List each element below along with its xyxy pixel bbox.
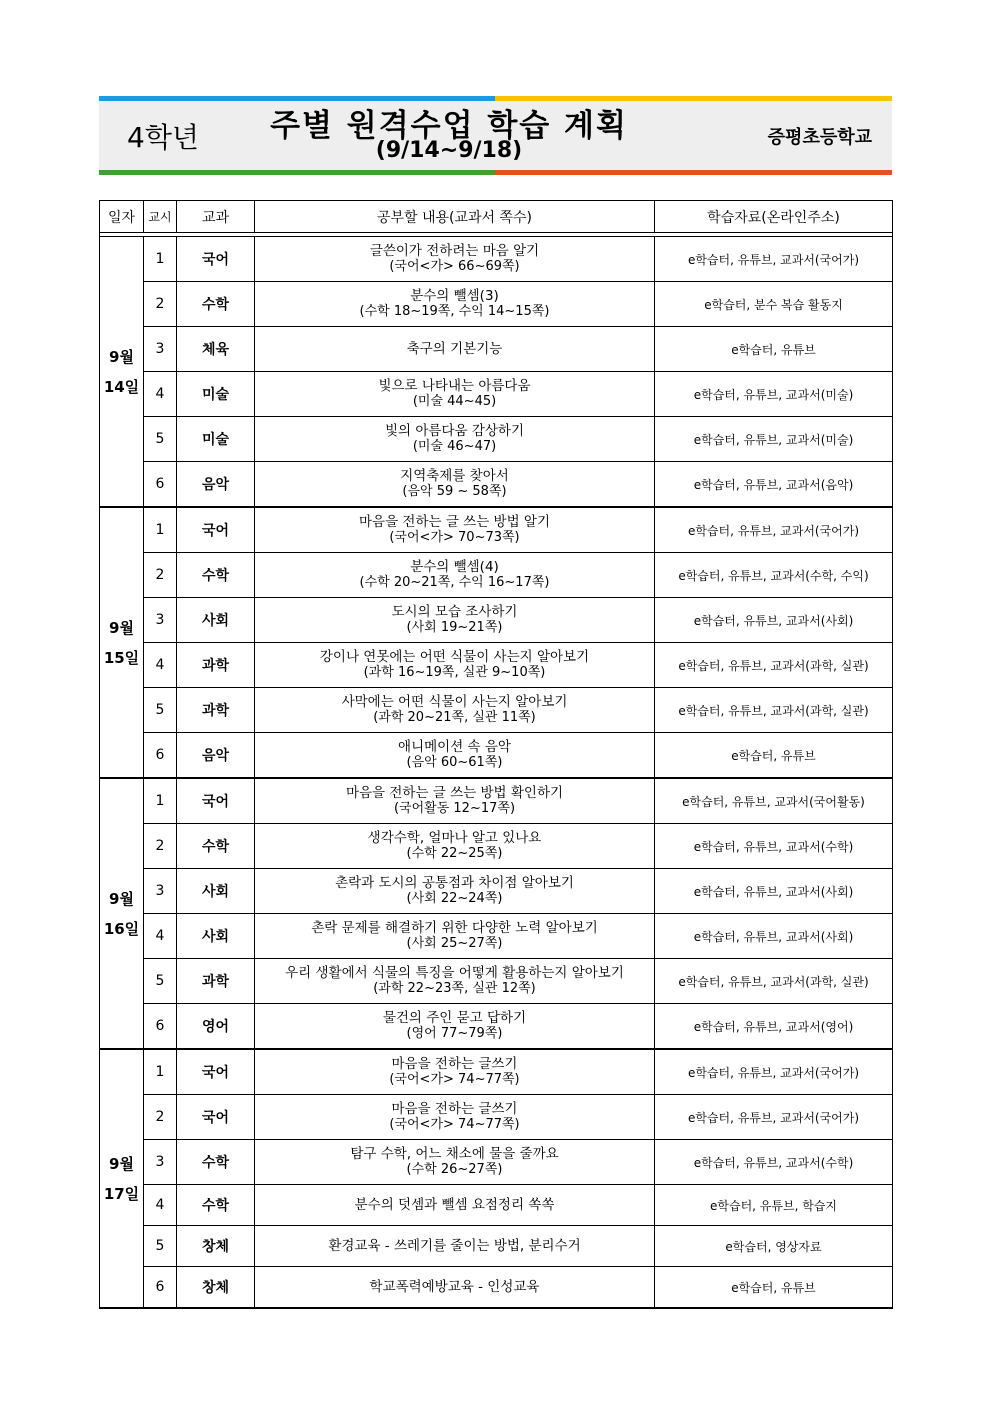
lesson-topic: 빛으로 나타내는 아름다움 [378,378,531,394]
subject-cell: 과학 [177,959,255,1004]
material-cell: e학습터, 유튜브, 교과서(미술) [655,372,893,417]
content-cell [255,462,655,508]
lesson-topic: 마음을 전하는 글쓰기 [391,1101,518,1117]
date-range: (9/14~9/18) [375,138,523,163]
material-cell: e학습터, 유튜브, 교과서(미술) [655,417,893,462]
subject-cell: 과학 [177,643,255,688]
table-row [100,372,893,417]
textbook-pages: (과학 22~23쪽, 실관 12쪽) [373,981,536,996]
textbook-pages: (미술 44~45) [412,394,497,409]
material-cell: e학습터, 유튜브, 교과서(국어가) [655,1049,893,1095]
textbook-pages: (사회 25~27쪽) [406,936,503,951]
date-month: 9월 [109,618,134,637]
textbook-pages: (과학 16~19쪽, 실관 9~10쪽) [363,665,546,680]
table-row [100,553,893,598]
period-cell: 1 [144,778,177,824]
period-cell: 5 [144,1226,177,1267]
subject-cell: 국어 [177,1049,255,1095]
subject-cell: 사회 [177,914,255,959]
table-row [100,507,893,553]
table-row [100,1095,893,1140]
lesson-topic: 지역축제를 찾아서 [400,468,509,484]
date-cell [100,778,144,1049]
material-cell: e학습터, 유튜브, 교과서(사회) [655,914,893,959]
period-cell: 3 [144,1140,177,1185]
textbook-pages: (과학 20~21쪽, 실관 11쪽) [373,710,536,725]
content-cell [255,327,655,372]
material-cell: e학습터, 유튜브, 교과서(사회) [655,869,893,914]
period-cell: 4 [144,1185,177,1226]
period-cell: 2 [144,1095,177,1140]
table-row [100,688,893,733]
content-cell [255,1185,655,1226]
textbook-pages: (국어<가> 74~77쪽) [389,1117,520,1132]
header-subject: 교과 [177,201,255,233]
lesson-topic: 글쓴이가 전하려는 마음 알기 [369,243,540,259]
table-row [100,914,893,959]
lesson-topic: 우리 생활에서 식물의 특징을 어떻게 활용하는지 알아보기 [285,965,624,981]
table-row [100,598,893,643]
date-day: 16일 [103,919,140,938]
material-cell: e학습터, 유튜브, 교과서(수학, 수익) [655,553,893,598]
table-row [100,1004,893,1050]
textbook-pages: (수학 20~21쪽, 수익 16~17쪽) [359,575,550,590]
date-cell [100,507,144,778]
subject-cell: 창체 [177,1226,255,1267]
period-cell: 6 [144,462,177,508]
lesson-topic: 촌락과 도시의 공통점과 차이점 알아보기 [335,875,574,891]
subject-cell: 영어 [177,1004,255,1050]
textbook-pages: (국어<가> 66~69쪽) [389,259,520,274]
period-cell: 1 [144,237,177,282]
content-cell [255,372,655,417]
textbook-pages: (미술 46~47) [412,439,497,454]
subject-cell: 국어 [177,507,255,553]
textbook-pages: (국어<가> 70~73쪽) [389,530,520,545]
period-cell: 5 [144,688,177,733]
content-cell [255,643,655,688]
content-cell [255,869,655,914]
grade-label: 4학년 [127,121,199,154]
date-day: 14일 [103,377,140,396]
material-cell: e학습터, 유튜브, 교과서(음악) [655,462,893,508]
date-month: 9월 [109,889,134,908]
content-cell [255,1140,655,1185]
table-row [100,1140,893,1185]
material-cell: e학습터, 유튜브 [655,327,893,372]
textbook-pages: (수학 26~27쪽) [406,1162,503,1177]
table-row [100,733,893,779]
header-date: 일자 [100,201,144,233]
table-row [100,1267,893,1309]
material-cell: e학습터, 유튜브, 교과서(국어가) [655,507,893,553]
textbook-pages: (사회 22~24쪽) [406,891,503,906]
material-cell: e학습터, 유튜브 [655,733,893,779]
table-row [100,869,893,914]
date-day: 15일 [103,648,140,667]
date-month: 9월 [109,347,134,366]
header-content: 공부할 내용(교과서 쪽수) [255,201,655,233]
content-cell [255,598,655,643]
content-cell [255,417,655,462]
lesson-topic: 축구의 기본기능 [406,340,503,357]
table-row [100,417,893,462]
lesson-topic: 강이나 연못에는 어떤 식물이 사는지 알아보기 [319,649,590,665]
table-row [100,327,893,372]
period-cell: 5 [144,417,177,462]
school-name: 증평초등학교 [767,127,872,148]
subject-cell: 국어 [177,778,255,824]
subject-cell: 수학 [177,282,255,327]
textbook-pages: (영어 77~79쪽) [406,1026,503,1041]
date-month: 9월 [109,1154,134,1173]
table-row [100,237,893,282]
lesson-topic: 마음을 전하는 글 쓰는 방법 확인하기 [345,785,564,801]
subject-cell: 미술 [177,372,255,417]
lesson-topic: 애니메이션 속 음악 [398,739,511,755]
content-cell [255,733,655,779]
period-cell: 2 [144,553,177,598]
table-row [100,824,893,869]
subject-cell: 창체 [177,1267,255,1309]
date-cell [100,237,144,508]
content-cell [255,1049,655,1095]
textbook-pages: (음악 60~61쪽) [406,755,503,770]
subject-cell: 국어 [177,1095,255,1140]
lesson-topic: 촌락 문제를 해결하기 위한 다양한 노력 알아보기 [311,920,598,936]
textbook-pages: (수학 22~25쪽) [406,846,503,861]
content-cell [255,237,655,282]
date-day: 17일 [103,1184,140,1203]
content-cell [255,688,655,733]
subject-cell: 음악 [177,462,255,508]
date-cell [100,1049,144,1308]
textbook-pages: (사회 19~21쪽) [406,620,503,635]
table-row [100,462,893,508]
material-cell: e학습터, 유튜브, 교과서(영어) [655,1004,893,1050]
period-cell: 3 [144,869,177,914]
content-cell [255,1267,655,1309]
page-header [99,96,892,175]
subject-cell: 수학 [177,1140,255,1185]
lesson-topic: 도시의 모습 조사하기 [391,604,518,620]
period-cell: 4 [144,643,177,688]
content-cell [255,553,655,598]
material-cell: e학습터, 유튜브, 교과서(수학) [655,1140,893,1185]
content-cell [255,507,655,553]
lesson-topic: 분수의 뺄셈(3) [410,288,499,304]
period-cell: 3 [144,327,177,372]
period-cell: 3 [144,598,177,643]
table-row [100,282,893,327]
material-cell: e학습터, 유튜브, 교과서(사회) [655,598,893,643]
period-cell: 1 [144,507,177,553]
lesson-topic: 탐구 수학, 어느 채소에 물을 줄까요 [350,1146,559,1162]
content-cell [255,959,655,1004]
subject-cell: 사회 [177,598,255,643]
period-cell: 4 [144,372,177,417]
period-cell: 5 [144,959,177,1004]
table-row [100,1049,893,1095]
material-cell: e학습터, 영상자료 [655,1226,893,1267]
table-row [100,1226,893,1267]
table-row [100,643,893,688]
lesson-topic: 빛의 아름다움 감상하기 [385,423,524,439]
content-cell [255,824,655,869]
period-cell: 2 [144,824,177,869]
content-cell [255,1004,655,1050]
content-cell [255,778,655,824]
table-row [100,778,893,824]
textbook-pages: (국어<가> 74~77쪽) [389,1072,520,1087]
lesson-topic: 마음을 전하는 글쓰기 [391,1056,518,1072]
subject-cell: 음악 [177,733,255,779]
subject-cell: 수학 [177,1185,255,1226]
material-cell: e학습터, 유튜브 [655,1267,893,1309]
period-cell: 6 [144,1267,177,1309]
material-cell: e학습터, 유튜브, 교과서(국어가) [655,1095,893,1140]
weekly-plan-table [99,200,893,1309]
material-cell: e학습터, 분수 복습 활동지 [655,282,893,327]
subject-cell: 사회 [177,869,255,914]
subject-cell: 과학 [177,688,255,733]
subject-cell: 체육 [177,327,255,372]
material-cell: e학습터, 유튜브, 교과서(국어가) [655,237,893,282]
subject-cell: 미술 [177,417,255,462]
lesson-topic: 분수의 뺄셈(4) [410,559,499,575]
material-cell: e학습터, 유튜브, 교과서(과학, 실관) [655,688,893,733]
header-period: 교시 [144,201,177,233]
header-material: 학습자료(온라인주소) [655,201,893,233]
material-cell: e학습터, 유튜브, 교과서(국어활동) [655,778,893,824]
table-header-row [100,201,893,233]
period-cell: 2 [144,282,177,327]
table-body [100,233,893,1309]
lesson-topic: 환경교육 - 쓰레기를 줄이는 방법, 분리수거 [328,1237,581,1254]
lesson-topic: 생각수학, 얼마나 알고 있나요 [367,830,542,846]
subject-cell: 국어 [177,237,255,282]
content-cell [255,282,655,327]
textbook-pages: (음악 59 ~ 58쪽) [402,484,507,499]
lesson-topic: 물건의 주인 묻고 답하기 [382,1010,527,1026]
content-cell [255,914,655,959]
period-cell: 1 [144,1049,177,1095]
material-cell: e학습터, 유튜브, 학습지 [655,1185,893,1226]
subject-cell: 수학 [177,824,255,869]
content-cell [255,1095,655,1140]
material-cell: e학습터, 유튜브, 교과서(과학, 실관) [655,643,893,688]
page-title: 주별 원격수업 학습 계획 [270,108,628,144]
subject-cell: 수학 [177,553,255,598]
header-bar-orange [495,170,892,175]
header-bar-green [99,170,495,175]
textbook-pages: (수학 18~19쪽, 수익 14~15쪽) [359,304,550,319]
lesson-topic: 분수의 덧셈과 뺄셈 요점정리 쏙쏙 [354,1196,555,1213]
period-cell: 6 [144,733,177,779]
textbook-pages: (국어활동 12~17쪽) [393,801,516,816]
content-cell [255,1226,655,1267]
period-cell: 6 [144,1004,177,1050]
table-row [100,959,893,1004]
material-cell: e학습터, 유튜브, 교과서(수학) [655,824,893,869]
lesson-topic: 사막에는 어떤 식물이 사는지 알아보기 [341,694,568,710]
lesson-topic: 마음을 전하는 글 쓰는 방법 알기 [359,514,550,530]
lesson-topic: 학교폭력예방교육 - 인성교육 [369,1278,540,1295]
period-cell: 4 [144,914,177,959]
material-cell: e학습터, 유튜브, 교과서(과학, 실관) [655,959,893,1004]
table-row [100,1185,893,1226]
